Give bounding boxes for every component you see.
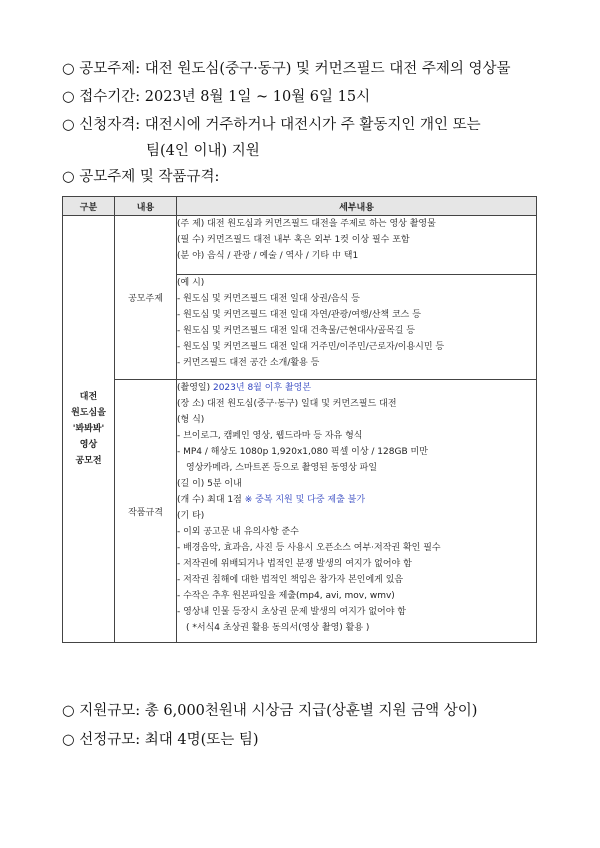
theme-detail-cell-1 xyxy=(177,216,537,275)
item-eligibility: ○ 신청자격: 대전시에 거주하거나 대전시가 주 활동지인 개인 또는 xyxy=(62,117,481,133)
item-eligibility-continued: 팀(4인 이내) 지원 xyxy=(146,143,260,159)
list-item: (예 시) xyxy=(177,278,205,288)
count-note-highlight: ※ 중복 지원 및 다중 제출 불가 xyxy=(244,495,366,505)
list-item: - 커먼즈필드 대전 공간 소개/활용 등 xyxy=(177,358,320,368)
list-item: ( *서식4 초상권 활용 동의서(영상 촬영) 활용 ) xyxy=(186,623,370,633)
list-item: 영상카메라, 스마트폰 등으로 촬영된 동영상 파일 xyxy=(186,463,378,473)
list-item: (주 제) 대전 원도심과 커먼즈필드 대전을 주제로 하는 영상 촬영물 xyxy=(177,219,436,229)
spec-table xyxy=(62,196,537,643)
list-item: - 저작권에 위배되거나 법적인 분쟁 발생의 여지가 없어야 함 xyxy=(177,559,412,569)
list-item: - 배경음악, 효과음, 사진 등 사용시 오픈소스 여부·저작권 확인 필수 xyxy=(177,543,441,553)
list-item: - 원도심 및 커먼즈필드 대전 일대 건축물/근현대사/골목길 등 xyxy=(177,326,415,336)
theme-detail-cell-2 xyxy=(177,275,537,380)
table-row xyxy=(63,380,537,643)
list-item: (촬영일) 2023년 8월 이후 촬영본 xyxy=(177,383,312,393)
list-item: (길 이) 5분 이내 xyxy=(177,479,242,489)
header-category: 구분 xyxy=(63,197,115,216)
item-prize: ○ 지원규모: 총 6,000천원내 시상금 지급(상훈별 지원 금액 상이) xyxy=(62,703,478,719)
theme-label-cell: 공모주제 xyxy=(115,216,177,380)
list-item: - 이외 공고문 내 유의사항 준수 xyxy=(177,527,299,537)
list-item: (형 식) xyxy=(177,415,205,425)
list-item: - 브이로그, 캠페인 영상, 웹드라마 등 자유 형식 xyxy=(177,431,363,441)
list-item: (필 수) 커먼즈필드 대전 내부 혹은 외부 1컷 이상 필수 포함 xyxy=(177,235,410,245)
item-period: ○ 접수기간: 2023년 8월 1일 ~ 10월 6일 15시 xyxy=(62,89,371,105)
item-selection: ○ 선정규모: 최대 4명(또는 팀) xyxy=(62,732,259,748)
list-item: (개 수) 최대 1점 ※ 중복 지원 및 다중 제출 불가 xyxy=(177,495,366,505)
header-content: 내용 xyxy=(115,197,177,216)
shoot-date-highlight: 2023년 8월 이후 촬영본 xyxy=(212,383,312,393)
category-cell: 대전 원도심을 '봐봐봐' 영상 공모전 xyxy=(63,216,115,643)
item-spec-heading: ○ 공모주제 및 작품규격: xyxy=(62,169,220,185)
list-item: - 원도심 및 커먼즈필드 대전 일대 자연/관광/여행/산책 코스 등 xyxy=(177,310,421,320)
table-header-row xyxy=(63,197,537,216)
list-item: - 수작은 추후 원본파일을 제출(mp4, avi, mov, wmv) xyxy=(177,591,395,601)
list-item: - 영상내 인물 등장시 초상권 문제 발생의 여지가 없어야 함 xyxy=(177,607,406,617)
item-theme: ○ 공모주제: 대전 원도심(중구·동구) 및 커먼즈필드 대전 주제의 영상물 xyxy=(62,61,511,77)
list-item: (기 타) xyxy=(177,511,205,521)
header-details: 세부내용 xyxy=(177,197,537,216)
list-item: (장 소) 대전 원도심(중구·동구) 일대 및 커먼즈필드 대전 xyxy=(177,399,397,409)
list-item: - 저작권 침해에 대한 법적인 책임은 참가자 본인에게 있음 xyxy=(177,575,404,585)
list-item: - 원도심 및 커먼즈필드 대전 일대 상권/음식 등 xyxy=(177,294,360,304)
spec-detail-cell xyxy=(177,380,537,643)
list-item: - 원도심 및 커먼즈필드 대전 일대 거주민/이주민/근로자/이용시민 등 xyxy=(177,342,445,352)
spec-label-cell: 작품규격 xyxy=(115,380,177,643)
list-item: - MP4 / 해상도 1080p 1,920x1,080 픽셀 이상 / 128GB 미만 xyxy=(177,447,428,457)
table-row xyxy=(63,216,537,275)
list-item: (분 야) 음식 / 관광 / 예술 / 역사 / 기타 中 택1 xyxy=(177,251,359,261)
